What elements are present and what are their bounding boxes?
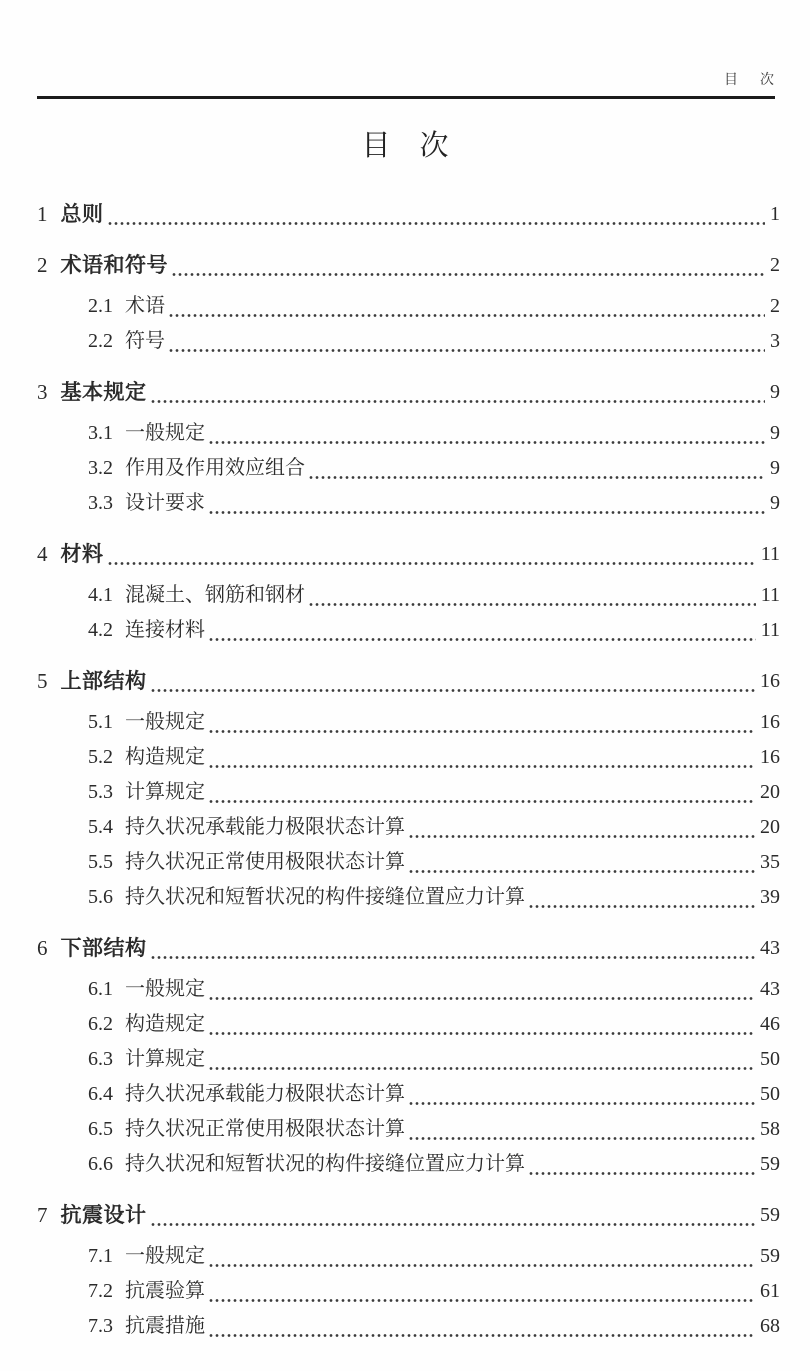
entry-title: 一般规定 [125, 1245, 205, 1267]
toc-entry [37, 880, 780, 915]
entry-number: 6.5 [88, 1118, 113, 1140]
dot-leader [207, 486, 766, 521]
entry-title: 持久状况和短暂状况的构件接缝位置应力计算 [125, 886, 525, 908]
toc-entry [37, 416, 780, 451]
page-title: 目 次 [361, 130, 449, 162]
entry-page: 61 [760, 1280, 780, 1302]
entry-title: 一般规定 [125, 711, 205, 733]
entry-number: 7.2 [88, 1280, 113, 1302]
dot-leader [167, 289, 766, 324]
toc-entry [37, 486, 780, 521]
toc-entry [37, 1007, 780, 1042]
entry-number: 5 [37, 669, 48, 693]
dot-leader [207, 1042, 756, 1077]
dot-leader [527, 1147, 756, 1182]
entry-title: 抗震措施 [125, 1315, 205, 1337]
entry-page: 59 [760, 1245, 780, 1267]
dot-leader [307, 451, 766, 486]
entry-number: 6.4 [88, 1083, 113, 1105]
entry-number: 5.2 [88, 746, 113, 768]
toc-entry [37, 1309, 780, 1344]
entry-title: 混凝土、钢筋和钢材 [125, 584, 305, 606]
toc-entry [37, 197, 780, 232]
entry-number: 5.3 [88, 781, 113, 803]
dot-leader [106, 197, 767, 232]
entry-number: 3 [37, 380, 48, 404]
entry-number: 1 [37, 202, 48, 226]
entry-number: 2.2 [88, 330, 113, 352]
toc-entry [37, 664, 780, 699]
entry-title: 术语 [125, 295, 165, 317]
entry-page: 9 [770, 381, 780, 403]
entry-page: 11 [760, 543, 780, 565]
toc-entry [37, 248, 780, 283]
entry-title: 一般规定 [125, 978, 205, 1000]
entry-title: 计算规定 [125, 781, 205, 803]
entry-page: 9 [770, 457, 780, 479]
entry-number: 7 [37, 1203, 48, 1227]
entry-title: 材料 [60, 543, 104, 566]
dot-leader [207, 775, 756, 810]
entry-page: 39 [760, 886, 780, 908]
entry-page: 59 [760, 1153, 780, 1175]
entry-number: 6 [37, 936, 48, 960]
entry-number: 3.3 [88, 492, 113, 514]
entry-title: 构造规定 [125, 1013, 205, 1035]
entry-page: 46 [760, 1013, 780, 1035]
dot-leader [170, 248, 766, 283]
dot-leader [527, 880, 756, 915]
entry-number: 5.4 [88, 816, 113, 838]
entry-title: 下部结构 [60, 937, 147, 960]
entry-number: 2 [37, 253, 48, 277]
entry-page: 50 [760, 1083, 780, 1105]
toc-entry [37, 1198, 780, 1233]
toc-entry [37, 324, 780, 359]
entry-page: 2 [770, 254, 780, 276]
entry-page: 59 [760, 1204, 780, 1226]
dot-leader [207, 1274, 756, 1309]
dot-leader [207, 613, 757, 648]
entry-title: 持久状况承载能力极限状态计算 [125, 816, 405, 838]
entry-page: 50 [760, 1048, 780, 1070]
toc-entry [37, 1042, 780, 1077]
toc-entry [37, 931, 780, 966]
entry-title: 上部结构 [60, 670, 147, 693]
dot-leader [407, 810, 756, 845]
dot-leader [207, 705, 756, 740]
entry-number: 6.6 [88, 1153, 113, 1175]
entry-page: 43 [760, 937, 780, 959]
dot-leader [149, 375, 767, 410]
entry-page: 3 [770, 330, 780, 352]
entry-number: 3.2 [88, 457, 113, 479]
entry-title: 基本规定 [60, 381, 147, 404]
entry-page: 11 [760, 584, 780, 606]
entry-number: 7.1 [88, 1245, 113, 1267]
toc-entry [37, 1239, 780, 1274]
toc-entry [37, 451, 780, 486]
toc-entry [37, 775, 780, 810]
entry-page: 16 [760, 711, 780, 733]
dot-leader [149, 1198, 757, 1233]
toc-list [0, 167, 810, 1344]
entry-page: 9 [770, 492, 780, 514]
entry-number: 4.1 [88, 584, 113, 606]
entry-title: 术语和符号 [60, 254, 168, 277]
toc-entry [37, 375, 780, 410]
entry-page: 20 [760, 781, 780, 803]
entry-page: 16 [760, 746, 780, 768]
entry-page: 43 [760, 978, 780, 1000]
toc-entry [37, 1147, 780, 1182]
toc-entry [37, 1274, 780, 1309]
entry-page: 68 [760, 1315, 780, 1337]
entry-title: 持久状况正常使用极限状态计算 [125, 851, 405, 873]
toc-entry [37, 613, 780, 648]
dot-leader [167, 324, 766, 359]
entry-title: 总则 [60, 203, 104, 226]
entry-title: 持久状况承载能力极限状态计算 [125, 1083, 405, 1105]
entry-page: 35 [760, 851, 780, 873]
entry-title: 持久状况正常使用极限状态计算 [125, 1118, 405, 1140]
toc-entry [37, 810, 780, 845]
dot-leader [407, 845, 756, 880]
entry-number: 6.1 [88, 978, 113, 1000]
entry-title: 一般规定 [125, 422, 205, 444]
entry-page: 2 [770, 295, 780, 317]
toc-entry [37, 845, 780, 880]
dot-leader [207, 972, 756, 1007]
entry-number: 5.1 [88, 711, 113, 733]
entry-number: 6.2 [88, 1013, 113, 1035]
toc-entry [37, 289, 780, 324]
dot-leader [307, 578, 757, 613]
entry-title: 设计要求 [125, 492, 205, 514]
entry-page: 16 [760, 670, 780, 692]
dot-leader [149, 931, 757, 966]
entry-number: 6.3 [88, 1048, 113, 1070]
dot-leader [407, 1112, 756, 1147]
entry-title: 抗震设计 [60, 1204, 147, 1227]
toc-entry [37, 1077, 780, 1112]
entry-page: 1 [770, 203, 780, 225]
dot-leader [207, 1309, 756, 1344]
dot-leader [149, 664, 757, 699]
running-header: 目 次 [724, 73, 778, 88]
dot-leader [207, 1007, 756, 1042]
entry-title: 作用及作用效应组合 [125, 457, 305, 479]
entry-title: 符号 [125, 330, 165, 352]
dot-leader [407, 1077, 756, 1112]
entry-title: 抗震验算 [125, 1280, 205, 1302]
entry-page: 20 [760, 816, 780, 838]
toc-entry [37, 1112, 780, 1147]
toc-entry [37, 972, 780, 1007]
dot-leader [207, 740, 756, 775]
toc-entry [37, 578, 780, 613]
entry-number: 5.6 [88, 886, 113, 908]
toc-entry [37, 705, 780, 740]
entry-number: 2.1 [88, 295, 113, 317]
toc-entry [37, 537, 780, 572]
entry-page: 11 [760, 619, 780, 641]
dot-leader [207, 416, 766, 451]
entry-number: 7.3 [88, 1315, 113, 1337]
toc-entry [37, 740, 780, 775]
entry-page: 9 [770, 422, 780, 444]
dot-leader [207, 1239, 756, 1274]
entry-number: 4.2 [88, 619, 113, 641]
entry-title: 计算规定 [125, 1048, 205, 1070]
entry-title: 持久状况和短暂状况的构件接缝位置应力计算 [125, 1153, 525, 1175]
entry-number: 3.1 [88, 422, 113, 444]
entry-number: 5.5 [88, 851, 113, 873]
entry-number: 4 [37, 542, 48, 566]
entry-title: 构造规定 [125, 746, 205, 768]
entry-page: 58 [760, 1118, 780, 1140]
dot-leader [106, 537, 757, 572]
entry-title: 连接材料 [125, 619, 205, 641]
header-rule [37, 96, 775, 99]
